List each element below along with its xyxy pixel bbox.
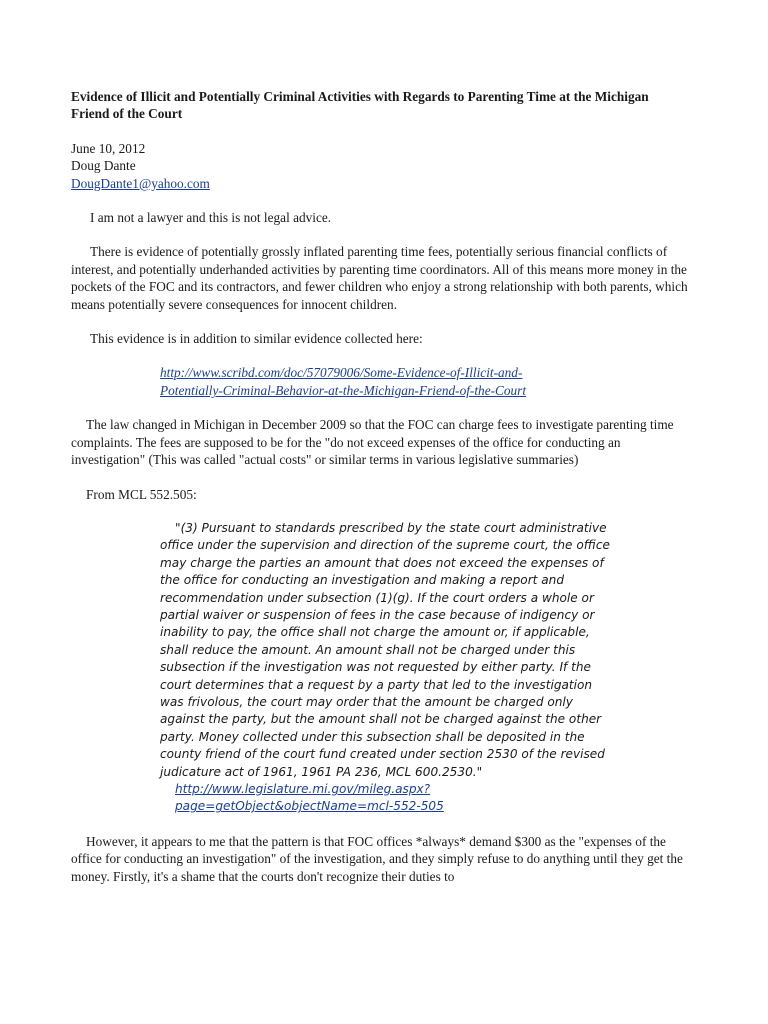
spacer bbox=[71, 469, 693, 486]
spacer bbox=[71, 816, 693, 833]
legislature-link-line-1[interactable]: http://www.legislature.mi.gov/mileg.aspx? bbox=[175, 782, 431, 796]
author-email-link[interactable]: DougDante1@yahoo.com bbox=[71, 175, 210, 191]
document-title: Evidence of Illicit and Potentially Criminal Activities with Regards to Parenting Time at the Michigan Friend of the Court bbox=[71, 89, 649, 122]
scribd-link-line-1[interactable]: http://www.scribd.com/doc/57079006/Some-Evidence-of-Illicit-and- bbox=[160, 365, 523, 381]
fee-pattern-paragraph: However, it appears to me that the pattern is that FOC offices *always* demand $300 as the "expenses of the office for conducting an investigation" of the investigation, and they simply refuse to do anything until they get the money. Firstly, it's a shame that the courts don't recognize their duties to bbox=[71, 833, 683, 884]
document-page bbox=[71, 88, 693, 885]
scribd-link-block bbox=[160, 364, 693, 399]
evidence-paragraph: There is evidence of potentially grossly inflated parenting time fees, potentially serious financial conflicts of interest, and potentially underhanded activities by parenting time coordinators. All of this means more money in the pockets of the FOC and its contractors, and fewer children who enjoy a strong relationship with both parents, which means potentially severe consequences for innocent children. bbox=[71, 244, 688, 312]
spacer bbox=[71, 226, 693, 243]
spacer bbox=[71, 399, 693, 416]
statute-quote bbox=[160, 520, 612, 816]
law-change-paragraph: The law changed in Michigan in December 2009 so that the FOC can charge fees to investigate parenting time complaints. The fees are supposed to be for the "do not exceed expenses of the office for conducting an investigation" (This was called "actual costs" or similar terms in various legislative summaries) bbox=[71, 417, 674, 468]
additional-evidence-paragraph: This evidence is in addition to similar evidence collected here: bbox=[90, 331, 423, 347]
scribd-link-line-2[interactable]: Potentially-Criminal-Behavior-at-the-Michigan-Friend-of-the-Court bbox=[160, 382, 527, 398]
spacer bbox=[71, 503, 693, 520]
legislature-link-line-2[interactable]: page=getObject&objectName=mcl-552-505 bbox=[175, 799, 444, 814]
mcl-reference-paragraph: From MCL 552.505: bbox=[86, 486, 197, 502]
spacer bbox=[71, 313, 693, 330]
document-date: June 10, 2012 bbox=[71, 140, 146, 156]
document-author: Doug Dante bbox=[71, 158, 136, 174]
statute-quote-text: "(3) Pursuant to standards prescribed by the state court administrative office under the supervision and direction of the supreme court, the office may charge the parties an amount that does not exceed the expenses of the office for conducting an investigation and making a report and recommendation under subsection (1)(g). If the court orders a whole or partial waiver or suspension of fees in the case because of indigency or inability to pay, the office shall not charge the amount or, if applicable, shall reduce the amount. An amount shall not be charged under this subsection if the investigation was not requested by either party. If the court determines that a request by a party that led to the investigation was frivolous, the court may order that the amount be charged only against the party, but the amount shall not be charged against the other party. Money collected under this subsection shall be deposited in the county friend of the court fund created under section 2530 of the revised judicature act of 1961, 1961 PA 236, MCL 600.2530." bbox=[160, 520, 610, 779]
spacer bbox=[71, 192, 693, 209]
disclaimer-paragraph: I am not a lawyer and this is not legal advice. bbox=[90, 210, 332, 226]
spacer bbox=[71, 347, 693, 364]
